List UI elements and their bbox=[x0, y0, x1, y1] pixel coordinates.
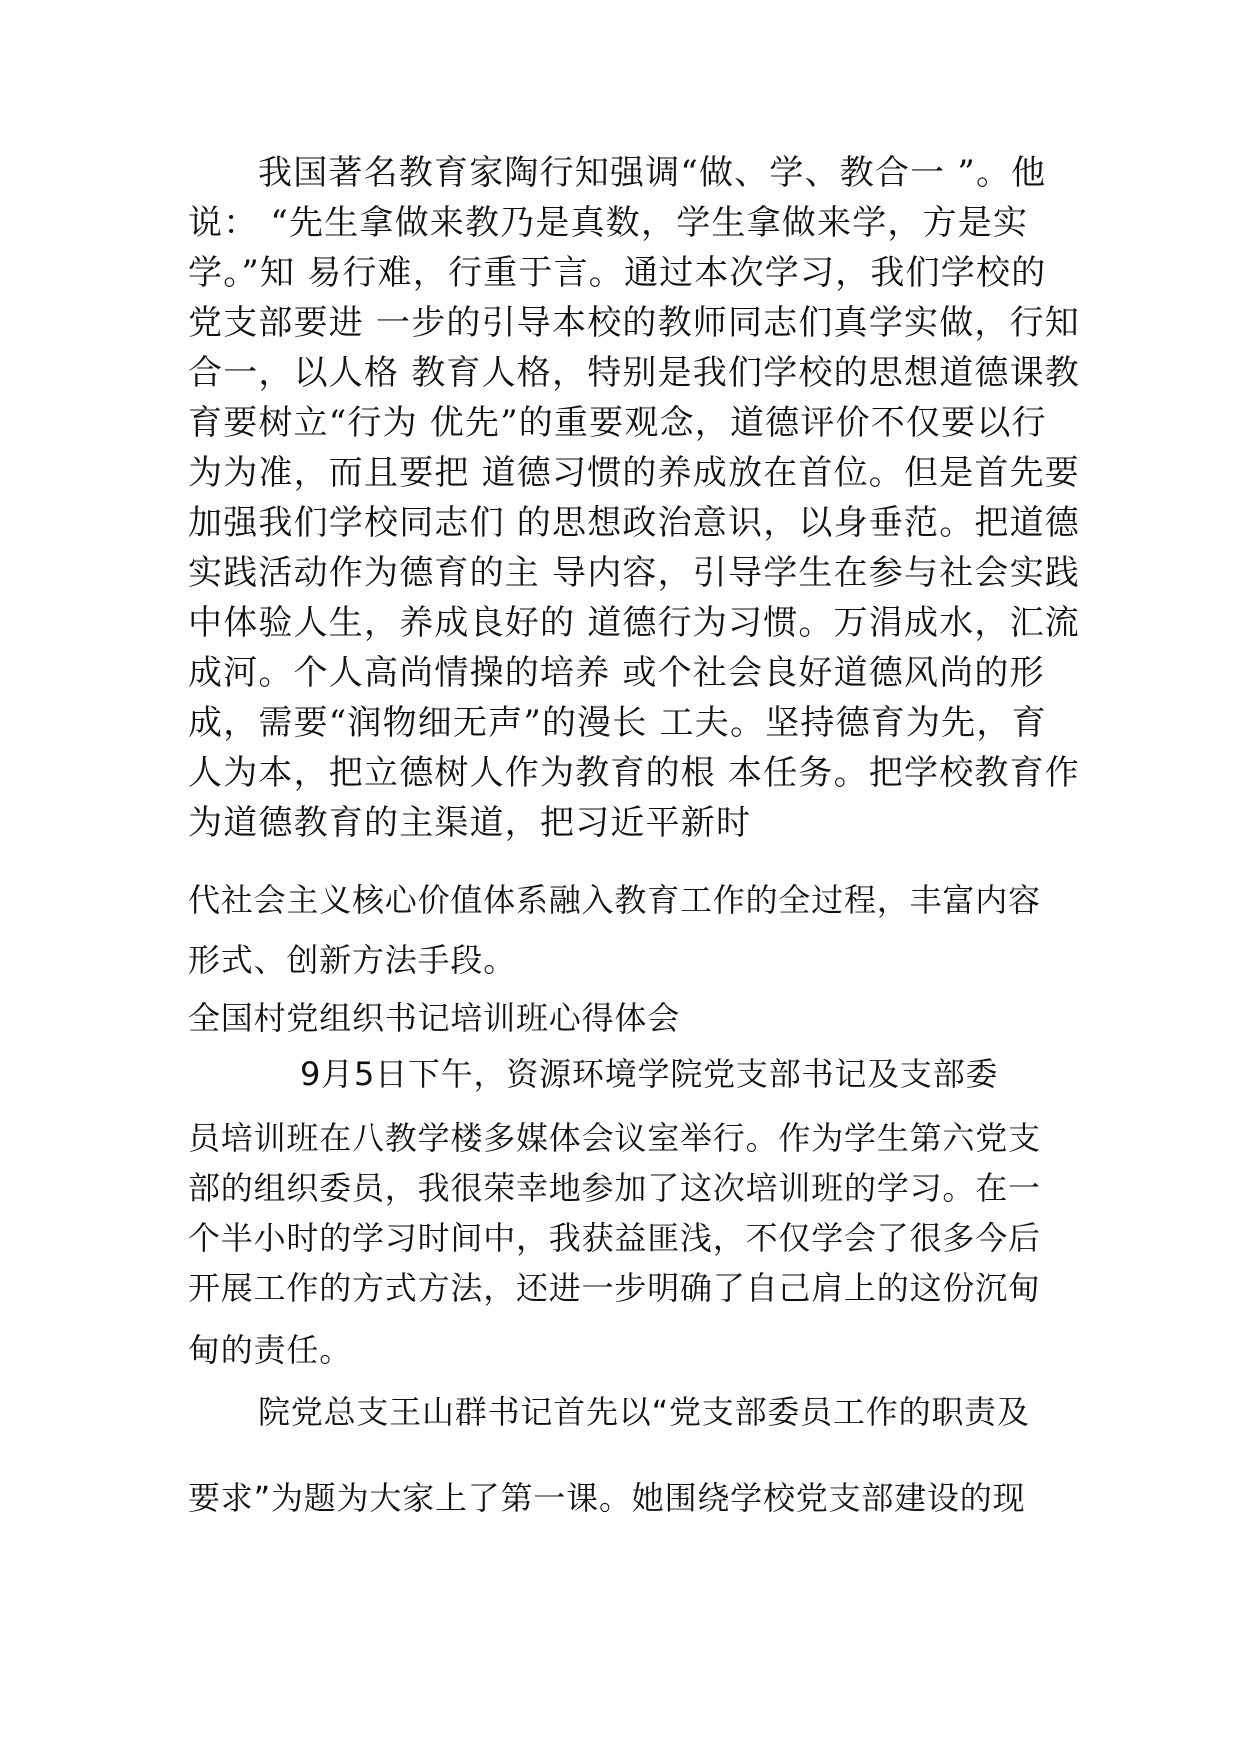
paragraph-line: 实践活动作为德育的主 导内容，引导学生在参与社会实践 bbox=[188, 553, 1081, 593]
paragraph-line: 人为本，把立德树人作为教育的根 本任务。把学校教育作 bbox=[188, 753, 1081, 793]
paragraph-line: 形式、创新方法手段。 bbox=[188, 941, 517, 979]
paragraph-line: 成河。个人高尚情操的培养 或个社会良好道德风尚的形 bbox=[188, 653, 1045, 693]
paragraph-line: 代社会主义核心价值体系融入教育工作的全过程，丰富内容 bbox=[188, 881, 1041, 919]
paragraph-line: 开展工作的方式方法，还进一步明确了自己肩上的这份沉甸 bbox=[188, 1269, 1041, 1307]
paragraph-line: 育要树立“行为 优先”的重要观念，道德评价不仅要以行 bbox=[188, 403, 1047, 443]
paragraph-line: 合一，以人格 教育人格，特别是我们学校的思想道德课教 bbox=[188, 353, 1081, 393]
paragraph-line: 为道德教育的主渠道，把习近平新时 bbox=[188, 803, 752, 843]
paragraph-line: 9月5日下午，资源环境学院党支部书记及支部委 bbox=[300, 1055, 999, 1093]
paragraph-line: 成，需要“润物细无声”的漫长 工夫。坚持德育为先，育 bbox=[188, 703, 1047, 743]
paragraph-line: 加强我们学校同志们 的思想政治意识，以身垂范。把道德 bbox=[188, 503, 1081, 543]
paragraph-line: 学。”知 易行难，行重于言。通过本次学习，我们学校的 bbox=[188, 253, 1047, 293]
paragraph-line: 说： “先生拿做来教乃是真数，学生拿做来学，方是实 bbox=[188, 203, 1029, 243]
paragraph-line: 部的组织委员，我很荣幸地参加了这次培训班的学习。在一 bbox=[188, 1169, 1041, 1207]
section-heading: 全国村党组织书记培训班心得体会 bbox=[188, 999, 681, 1037]
paragraph-line: 个半小时的学习时间中，我获益匪浅，不仅学会了很多今后 bbox=[188, 1219, 1041, 1257]
paragraph-line: 我国著名教育家陶行知强调“做、学、教合一 ”。他 bbox=[258, 153, 1047, 193]
paragraph-line: 员培训班在八教学楼多媒体会议室举行。作为学生第六党支 bbox=[188, 1119, 1041, 1157]
paragraph-line: 党支部要进 一步的引导本校的教师同志们真学实做，行知 bbox=[188, 303, 1081, 343]
paragraph-line: 院党总支王山群书记首先以“党支部委员工作的职责及 bbox=[258, 1393, 1030, 1431]
paragraph-line: 要求”为题为大家上了第一课。她围绕学校党支部建设的现 bbox=[188, 1479, 1026, 1517]
paragraph-line: 甸的责任。 bbox=[188, 1331, 353, 1369]
paragraph-line: 中体验人生，养成良好的 道德行为习惯。万涓成水，汇流 bbox=[188, 603, 1081, 643]
paragraph-line: 为为准，而且要把 道德习惯的养成放在首位。但是首先要 bbox=[188, 453, 1081, 493]
